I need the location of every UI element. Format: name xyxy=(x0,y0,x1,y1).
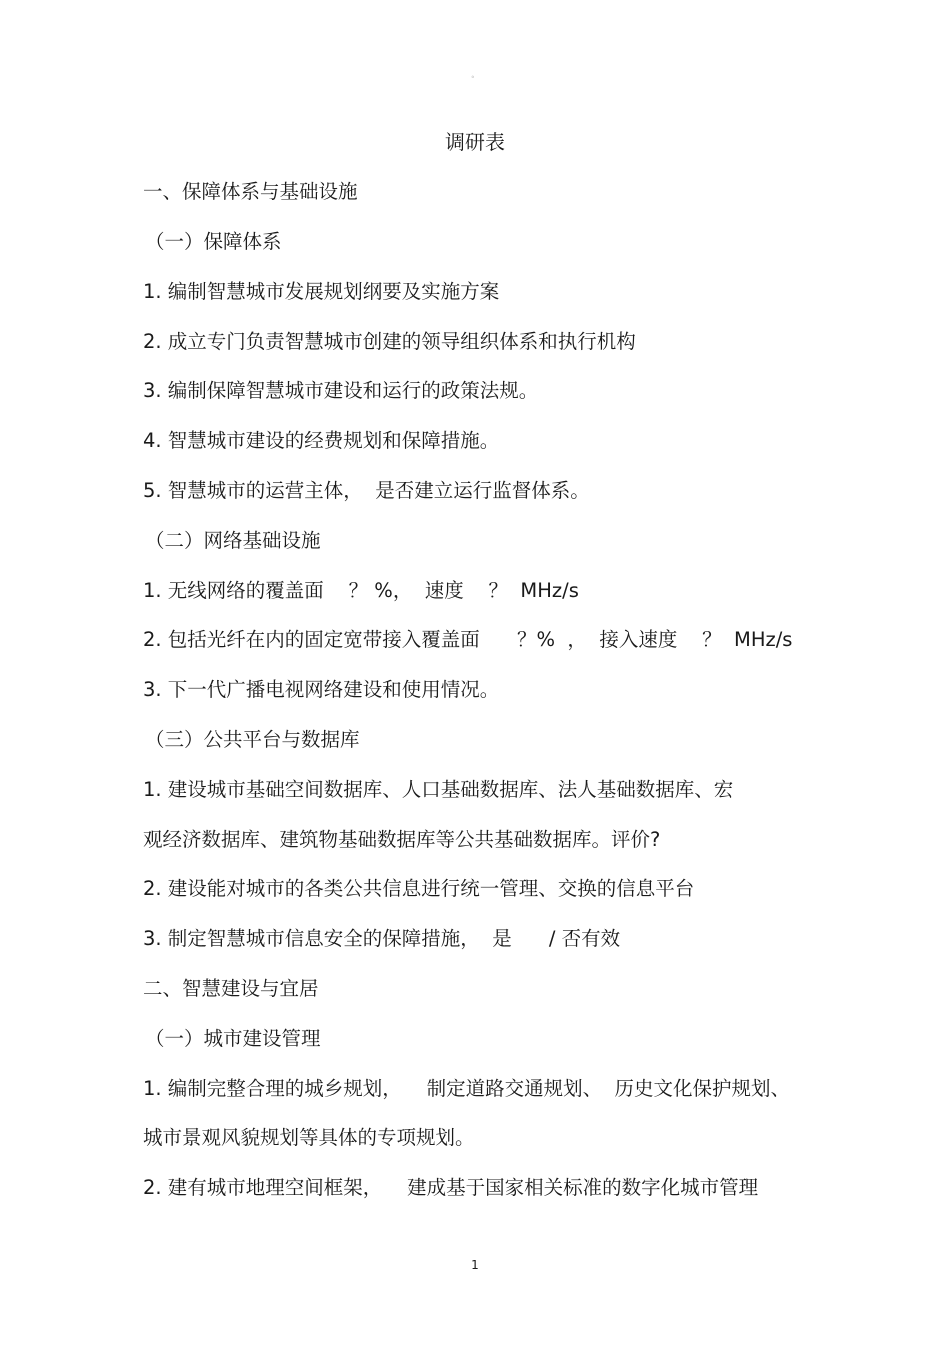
list-item: 2. 建有城市地理空间框架， 建成基于国家相关标准的数字化城市管理 xyxy=(143,1176,759,1199)
subsection-heading: （三）公共平台与数据库 xyxy=(145,728,360,751)
subsection-heading: （二）网络基础设施 xyxy=(145,529,321,552)
list-item: 城市景观风貌规划等具体的专项规划。 xyxy=(143,1126,475,1149)
list-item: 1. 无线网络的覆盖面 ？ %， 速度 ？ MHz/s xyxy=(143,579,579,602)
list-item: 1. 编制完整合理的城乡规划， 制定道路交通规划、 历史文化保护规划、 xyxy=(143,1077,790,1100)
list-item: 3. 制定智慧城市信息安全的保障措施， 是 / 否有效 xyxy=(143,927,621,950)
list-item: 观经济数据库、建筑物基础数据库等公共基础数据库。评价? xyxy=(143,828,661,851)
list-item: 4. 智慧城市建设的经费规划和保障措施。 xyxy=(143,429,500,452)
subsection-heading: （一）城市建设管理 xyxy=(145,1027,321,1050)
top-mark: 。 xyxy=(471,71,479,79)
list-item: 3. 下一代广播电视网络建设和使用情况。 xyxy=(143,678,500,701)
page-number: 1 xyxy=(471,1258,479,1272)
list-item: 2. 包括光纤在内的固定宽带接入覆盖面 ？% ， 接入速度 ？ MHz/s xyxy=(143,628,793,651)
page-title: 调研表 xyxy=(445,130,505,154)
list-item: 2. 建设能对城市的各类公共信息进行统一管理、交换的信息平台 xyxy=(143,877,695,900)
list-item: 1. 建设城市基础空间数据库、人口基础数据库、法人基础数据库、宏 xyxy=(143,778,734,801)
section-heading: 二、智慧建设与宜居 xyxy=(143,977,319,1000)
list-item: 5. 智慧城市的运营主体， 是否建立运行监督体系。 xyxy=(143,479,590,502)
section-heading: 一、保障体系与基础设施 xyxy=(143,180,358,203)
list-item: 1. 编制智慧城市发展规划纲要及实施方案 xyxy=(143,280,500,303)
list-item: 2. 成立专门负责智慧城市创建的领导组织体系和执行机构 xyxy=(143,330,636,353)
subsection-heading: （一）保障体系 xyxy=(145,230,282,253)
list-item: 3. 编制保障智慧城市建设和运行的政策法规。 xyxy=(143,379,539,402)
